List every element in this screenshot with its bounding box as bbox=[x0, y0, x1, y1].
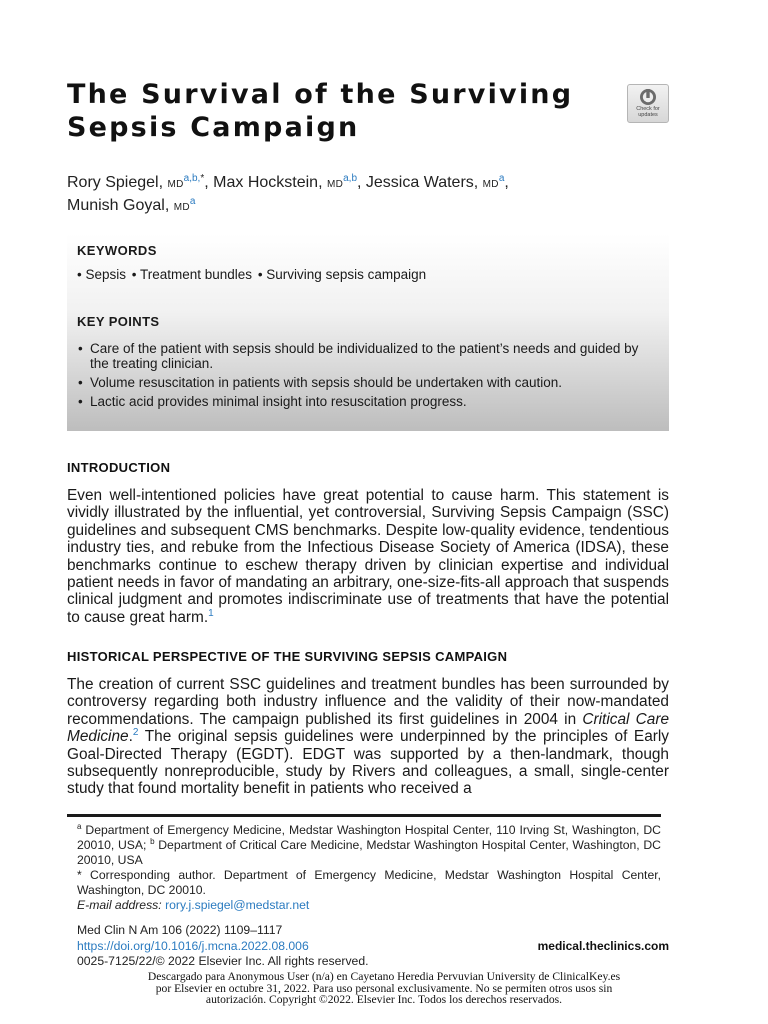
journal-name-italic: Critical Care Medicine bbox=[67, 710, 670, 746]
author-name: Rory Spiegel bbox=[67, 174, 159, 191]
author-affiliation[interactable]: a bbox=[498, 173, 505, 184]
footnote-divider bbox=[67, 814, 661, 817]
corresponding-footnote: * Corresponding author. Department of Emergency Medicine, Medstar Washington Hospital Center, Washington, DC 20010. bbox=[77, 868, 661, 897]
key-point-item: • Lactic acid provides minimal insight into resuscitation progress. bbox=[77, 394, 659, 409]
keywords-heading: KEYWORDS bbox=[77, 243, 157, 258]
historical-heading: HISTORICAL PERSPECTIVE OF THE SURVIVING SEPSIS CAMPAIGN bbox=[67, 649, 508, 664]
badge-text-line2: updates bbox=[638, 112, 658, 118]
check-for-updates-badge[interactable] bbox=[627, 84, 669, 123]
issn-copyright: 0025-7125/22/© 2022 Elsevier Inc. All rights reserved. bbox=[77, 954, 369, 968]
introduction-paragraph bbox=[67, 487, 669, 626]
introduction-text: Even well-intentioned policies have great potential to cause harm. This statement is vividly illustrated by the influential, yet controversial, Surviving Sepsis Campaign (SSC) guidelines and subsequent CMS benchmarks. Despite low-quality evidence, tendentious industry ties, and rebuke from the Infectious Disease Society of America (IDSA), these benchmarks continue to eschew therapy driven by clinician expertise and individual patient needs in favor of mandating an arbitrary, one-size-fits-all approach that suspends clinical judgment and promotes indiscriminate use of treatments that have the potential to cause great harm. bbox=[67, 487, 670, 626]
affiliations-footnote bbox=[77, 823, 661, 868]
author-degree: MD bbox=[167, 179, 184, 190]
download-notice: Descargado para Anonymous User (n/a) en Cayetano Heredia Pervuvian University de ClinicalKey.es por Elsevier en octubre 31, 2022. Para uso personal exclusivamente. No se permiten otros usos sin autorización. Copyright ©2022. Elsevier Inc. Todos los derechos reservados. bbox=[147, 970, 621, 1006]
key-point-item: • Volume resuscitation in patients with sepsis should be undertaken with caution. bbox=[77, 375, 659, 390]
article-title: The Survival of the Surviving Sepsis Campaign bbox=[67, 79, 574, 143]
keywords-keypoints-box bbox=[67, 234, 669, 431]
author-degree: MD bbox=[326, 179, 344, 190]
email-footnote bbox=[77, 898, 661, 913]
author-name: Jessica Waters bbox=[365, 174, 474, 191]
key-points-list bbox=[77, 341, 659, 409]
keyword: Sepsis bbox=[85, 267, 127, 282]
author-affiliation[interactable]: a,b bbox=[343, 173, 358, 184]
author-degree: MD bbox=[482, 179, 499, 190]
introduction-heading: INTRODUCTION bbox=[67, 460, 171, 475]
footnotes bbox=[77, 823, 661, 913]
badge-text-line1: Check for bbox=[636, 106, 660, 112]
keyword: Treatment bundles bbox=[140, 267, 253, 282]
check-updates-icon bbox=[638, 88, 658, 106]
author-separator: , bbox=[204, 174, 214, 191]
author-separator: , bbox=[504, 174, 509, 191]
author-affiliation[interactable]: a bbox=[189, 196, 196, 207]
email-link[interactable]: rory.j.spiegel@medstar.net bbox=[165, 898, 310, 912]
reference-link[interactable]: 1 bbox=[208, 607, 214, 619]
keyword: Surviving sepsis campaign bbox=[266, 267, 427, 282]
historical-text-before: The creation of current SSC guidelines and treatment bundles has been surrounded by controversy regarding both industry influence and the validity of their now-mandated recommendations. The campaign published its first guidelines in 2004 in bbox=[67, 676, 669, 728]
affil-label-a: a bbox=[77, 822, 82, 831]
author-list: Rory Spiegel, $MD^{a,b,*}$, Max Hockstein, MD$^{a,b}$, Jessica Waters, $MD^a$, Munish Goyal, $MD^a$ bbox=[67, 173, 509, 214]
author-affiliation[interactable]: a,b, bbox=[183, 173, 201, 184]
doi-link[interactable]: https://doi.org/10.1016/j.mcna.2022.08.006 bbox=[77, 938, 309, 953]
journal-citation: Med Clin N Am 106 (2022) 1109–1117 bbox=[77, 923, 283, 937]
journal-site-link[interactable]: medical.theclinics.com bbox=[537, 938, 669, 953]
corresponding-marker: * bbox=[200, 173, 205, 184]
affil-label-b: b bbox=[150, 837, 155, 846]
affil-text-a: Department of Emergency Medicine, Medstar Washington Hospital Center, 110 Irving St, Washington, DC 20010, USA; bbox=[77, 823, 661, 852]
historical-text-mid: . bbox=[128, 728, 133, 746]
historical-text-after: The original sepsis guidelines were underpinned by the principles of Early Goal-Directed Therapy (EGDT). EDGT was supported by a then-landmark, though subsequently nonreproducible, study by Rivers and colleagues, a small, single-center study that found mortality benefit in patients who received a bbox=[67, 728, 669, 798]
journal-info bbox=[77, 923, 669, 970]
historical-paragraph bbox=[67, 676, 669, 798]
reference-link[interactable]: 2 bbox=[132, 727, 139, 739]
email-label: E-mail address: bbox=[77, 898, 162, 912]
author-name: Munish Goyal bbox=[67, 197, 165, 214]
key-points-heading: KEY POINTS bbox=[77, 314, 160, 329]
key-point-item: • Care of the patient with sepsis should be individualized to the patient’s needs and guided by the treating clinician. bbox=[77, 341, 659, 371]
author-name: Max Hockstein bbox=[213, 174, 319, 191]
author-separator: , bbox=[357, 174, 366, 191]
author-degree: MD bbox=[173, 202, 190, 213]
affil-text-b: Department of Critical Care Medicine, Medstar Washington Hospital Center, Washington, DC 20010, USA bbox=[77, 838, 661, 867]
keywords-list: • Sepsis • Treatment bundles • Surviving sepsis campaign bbox=[77, 267, 427, 282]
